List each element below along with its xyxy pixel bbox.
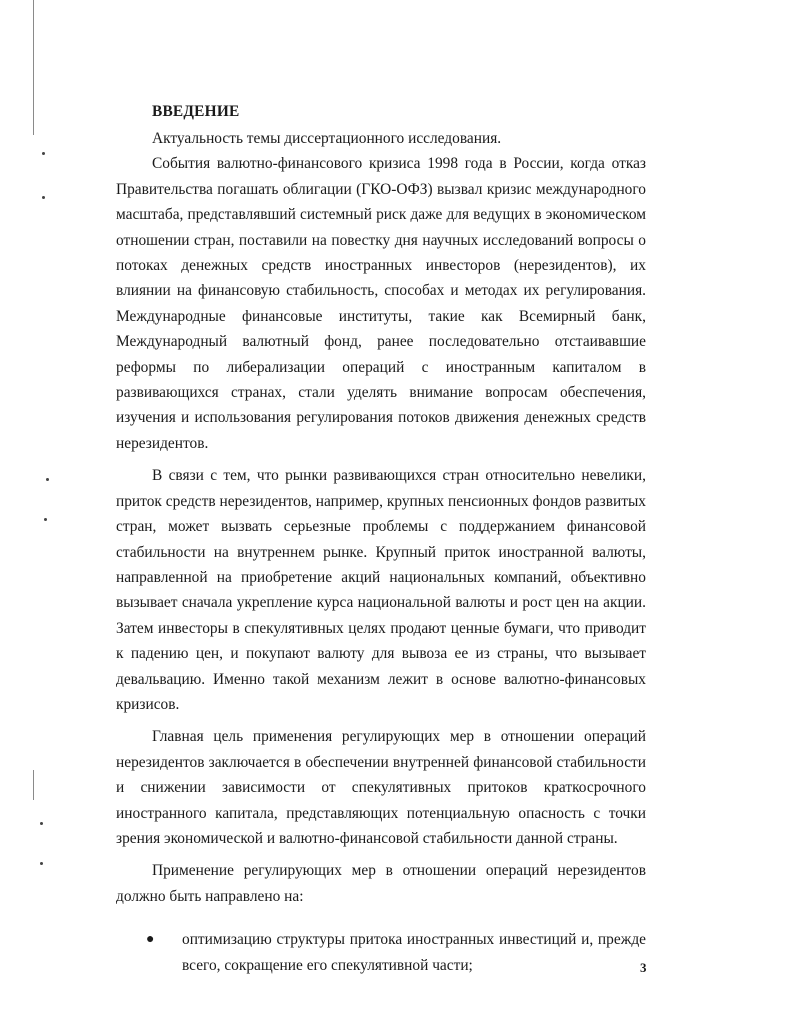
scan-speck xyxy=(42,196,45,199)
scan-speck xyxy=(44,518,47,521)
scan-speck xyxy=(42,152,45,155)
paragraph: В связи с тем, что рынки развивающихся стран относительно невелики, приток средств нерезидентов, например, крупных пенсионных фондов развитых стран, может вызвать серьезные проблемы с поддержанием финансовой стабильности на внутреннем рынке. Крупный приток иностранной валюты, направленной на приобретение акций национальных компаний, объективно вызывает сначала укрепление курса национальной валюты и рост цен на акции. Затем инвесторы в спекулятивных целях продают ценные бумаги, что приводит к падению цен, и покупают валюту для вывоза ее из страны, что вызывает девальвацию. Именно такой механизм лежит в основе валютно-финансовых кризисов. xyxy=(116,467,646,713)
paragraph: Главная цель применения регулирующих мер в отношении операций нерезидентов заключается в обеспечении внутренней финансовой стабильности и снижении зависимости от спекулятивных притоков краткосрочного иностранного капитала, представляющих потенциальную опасность с точки зрения экономической и валютно-финансовой стабильности данной страны. xyxy=(116,728,646,847)
paragraph: Применение регулирующих мер в отношении операций нерезидентов должно быть направлено на: xyxy=(116,862,646,905)
scan-binding-line xyxy=(33,770,34,800)
paragraph: События валютно-финансового кризиса 1998 года в России, когда отказ Правительства погашать облигации (ГКО-ОФЗ) вызвал кризис международного масштаба, представлявший системный риск даже для ведущих в экономическом отношении стран, поставили на повестку дня научных исследований вопросы о потоках денежных средств иностранных инвесторов (нерезидентов), их влиянии на финансовую стабильность, способах и методах их регулирования. Международные финансовые институты, такие как Всемирный банк, Международный валютный фонд, ранее последовательно отстаивавшие реформы по либерализации операций с иностранным капиталом в развивающихся странах, стали уделять внимание вопросам обеспечения, изучения и использования регулирования потоков движения денежных средств нерезидентов. xyxy=(116,155,646,452)
document-body xyxy=(116,101,646,978)
list-item xyxy=(116,927,646,978)
bullet-list xyxy=(116,927,646,978)
scan-speck xyxy=(40,862,43,865)
list-item-text: оптимизацию структуры притока иностранных инвестиций и, прежде всего, сокращение его спекулятивной части; xyxy=(182,931,646,974)
section-heading: ВВЕДЕНИЕ xyxy=(152,103,240,120)
bullet-icon: ● xyxy=(146,932,155,948)
scan-speck xyxy=(46,478,49,481)
page-number: 3 xyxy=(640,960,647,975)
scan-binding-line xyxy=(33,0,34,135)
section-subheading: Актуальность темы диссертационного исследования. xyxy=(152,130,502,147)
scan-speck xyxy=(40,822,43,825)
